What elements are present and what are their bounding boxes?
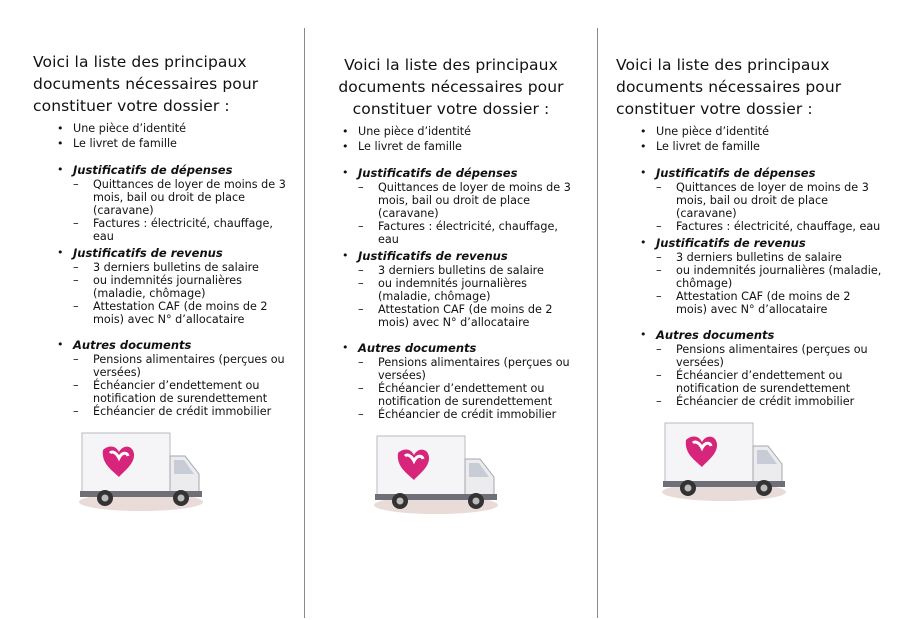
list-item: – ou indemnités journalières (maladie, chômage) bbox=[73, 274, 303, 300]
list-item: – Pensions alimentaires (perçues ou versées) bbox=[358, 356, 588, 382]
brochure-title: Voici la liste des principaux documents nécessaires pour constituer votre dossier : bbox=[33, 53, 259, 115]
list-item: – Factures : électricité, chauffage, eau bbox=[358, 220, 588, 246]
column-divider bbox=[597, 28, 598, 618]
list-item: – 3 derniers bulletins de salaire bbox=[73, 261, 303, 274]
list-item: – Quittances de loyer de moins de 3 mois, bail ou droit de place (caravane) bbox=[73, 178, 303, 217]
list-item: • Le livret de famille bbox=[616, 139, 891, 154]
list-item: – ou indemnités journalières (maladie, chômage) bbox=[656, 264, 891, 290]
income-group bbox=[616, 236, 891, 316]
income-group bbox=[318, 249, 588, 329]
list-item: – 3 derniers bulletins de salaire bbox=[358, 264, 588, 277]
list-item: – Échéancier de crédit immobilier bbox=[73, 405, 303, 418]
other-documents-group bbox=[318, 341, 588, 421]
list-item: – Pensions alimentaires (perçues ou versées) bbox=[73, 353, 303, 379]
list-item: – Attestation CAF (de moins de 2 mois) avec N° d’allocataire bbox=[358, 303, 588, 329]
group-title: • Justificatifs de dépenses bbox=[656, 166, 816, 180]
brochure-title: Voici la liste des principaux documents nécessaires pour constituer votre dossier : bbox=[616, 56, 842, 118]
expenses-group bbox=[33, 163, 303, 243]
truck-icon bbox=[77, 428, 207, 513]
list-item: • Le livret de famille bbox=[318, 139, 588, 154]
expenses-group bbox=[616, 166, 891, 233]
list-item: • Le livret de famille bbox=[33, 136, 303, 151]
list-item: • Une pièce d’identité bbox=[318, 124, 588, 139]
group-title: • Justificatifs de revenus bbox=[73, 246, 223, 260]
group-title: • Autres documents bbox=[358, 341, 477, 355]
list-item: – Échéancier d’endettement ou notification de surendettement bbox=[358, 382, 588, 408]
basic-documents-list bbox=[33, 121, 303, 151]
group-title: • Autres documents bbox=[73, 338, 192, 352]
list-item: – Pensions alimentaires (perçues ou versées) bbox=[656, 343, 891, 369]
list-item: – 3 derniers bulletins de salaire bbox=[656, 251, 891, 264]
group-title: • Justificatifs de dépenses bbox=[358, 166, 518, 180]
list-item: – Échéancier de crédit immobilier bbox=[656, 395, 891, 408]
expenses-group bbox=[318, 166, 588, 246]
list-item: – ou indemnités journalières (maladie, chômage) bbox=[358, 277, 588, 303]
brochure-title: Voici la liste des principaux documents nécessaires pour constituer votre dossier : bbox=[338, 56, 564, 118]
brochure-column-2 bbox=[318, 54, 588, 516]
truck-icon bbox=[660, 418, 790, 503]
brochure-column-1 bbox=[33, 51, 303, 513]
income-group bbox=[33, 246, 303, 326]
other-documents-group bbox=[33, 338, 303, 418]
list-item: – Échéancier d’endettement ou notification de surendettement bbox=[73, 379, 303, 405]
list-item: – Quittances de loyer de moins de 3 mois, bail ou droit de place (caravane) bbox=[656, 181, 891, 220]
basic-documents-list bbox=[616, 124, 891, 154]
other-documents-group bbox=[616, 328, 891, 408]
list-item: – Échéancier de crédit immobilier bbox=[358, 408, 588, 421]
list-item: • Une pièce d’identité bbox=[616, 124, 891, 139]
list-item: – Attestation CAF (de moins de 2 mois) avec N° d’allocataire bbox=[656, 290, 891, 316]
column-divider bbox=[304, 28, 305, 618]
list-item: – Quittances de loyer de moins de 3 mois, bail ou droit de place (caravane) bbox=[358, 181, 588, 220]
group-title: • Autres documents bbox=[656, 328, 775, 342]
group-title: • Justificatifs de revenus bbox=[358, 249, 508, 263]
group-title: • Justificatifs de dépenses bbox=[73, 163, 233, 177]
basic-documents-list bbox=[318, 124, 588, 154]
list-item: – Factures : électricité, chauffage, eau bbox=[656, 220, 891, 233]
truck-icon bbox=[372, 431, 502, 516]
list-item: • Une pièce d’identité bbox=[33, 121, 303, 136]
brochure-column-3 bbox=[616, 54, 891, 503]
group-title: • Justificatifs de revenus bbox=[656, 236, 806, 250]
list-item: – Attestation CAF (de moins de 2 mois) avec N° d’allocataire bbox=[73, 300, 303, 326]
list-item: – Échéancier d’endettement ou notification de surendettement bbox=[656, 369, 891, 395]
list-item: – Factures : électricité, chauffage, eau bbox=[73, 217, 303, 243]
